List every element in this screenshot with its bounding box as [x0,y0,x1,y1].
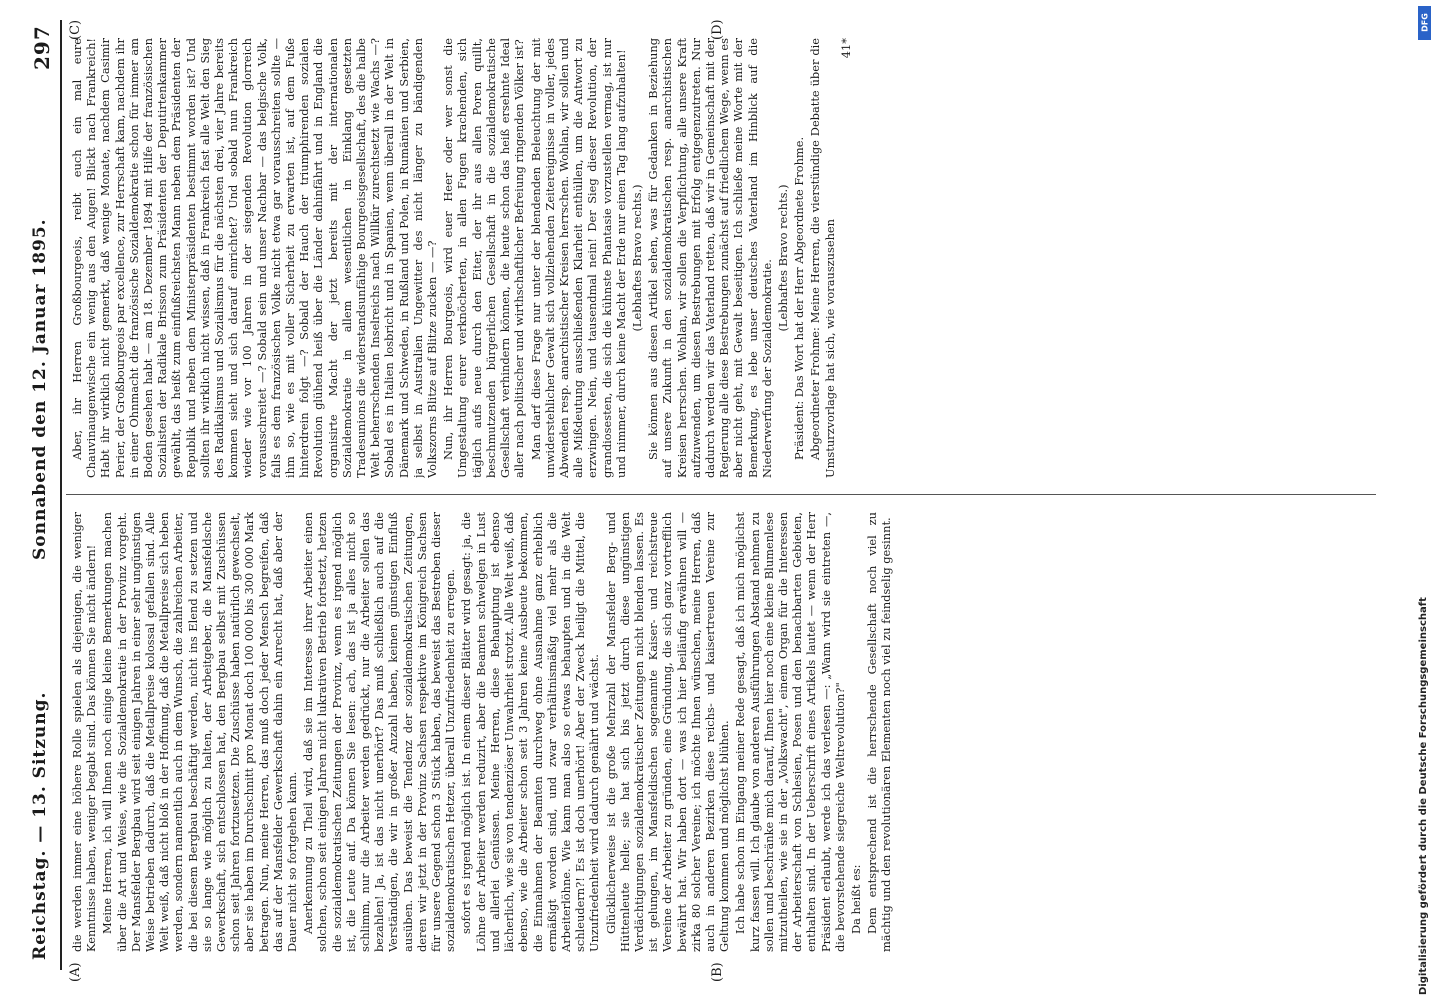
margin-mark-d: (D) [710,19,725,40]
margin-mark-b: (B) [710,962,725,982]
rotated-page-content [10,0,1390,1000]
right-column [70,38,1380,478]
running-header-date: Sonnabend den 12. Januar 1895. [30,218,50,560]
speaker-paragraph: Präsident: Das Wort hat der Herr Abgeordnete Frohme. [792,136,807,460]
column-divider [66,494,1376,495]
digitization-credit: Digitalisierung gefördert durch die Deutsche Forschungsgemeinschaft [1418,597,1429,995]
quote-paragraph: Man darf diese Frage nur unter der blendenden Beleuchtung der mit unwiderstehlicher Gewalt sich vollziehenden Zeitereignisse in voller, jedes Abwenden resp. anarchistischer Kreisen herrschen. Wohlan, wir sollen und alle Mißdeutung ausschließenden Klarheit enthüllen, um die Antwort zu erzwingen. Nein, und tausendmal nein! Der Sieg dieser Revolution, der grandiosesten, die sich die kühnste Phantasie vorzustellen vermag, ist nur und nimmer, durch keine Macht der Erde nur einen Tag lang aufzuhalten! [528,38,628,478]
paragraph: Glücklicherweise ist die große Mehrzahl der Mansfelder Berg- und Hüttenleute helle; sie hat sich bis jetzt durch diese ungünstigen Verdächtigungen sozialdemokratischer Zeitungen nicht blenden lassen. Es ist gelungen, im Mansfeldischen sogenannte Kaiser- und reichstreue Vereine der Arbeiter zu gründen, eine Gründung, die sich ganz vortrefflich bewährt hat. Wir haben dort — was ich hier beiläufig erwähnen will — zirka 80 solcher Vereine; ich möchte Ihnen wünschen, meine Herren, daß auch in anderen Bezirken diese reichs- und kaisertreuen Vereine zur Geltung kommen und möglichst blühen. [603,512,732,952]
dfg-logo-text: DFG [1420,13,1430,32]
running-header-left: Reichstag. — 13. Sitzung. [30,691,50,960]
margin-mark-c: (C) [68,19,83,40]
quote-paragraph: Dem entsprechend ist die herrschende Gesellschaft noch viel zu mächtig und den revolutionären Elementen noch viel zu feindselig gesinnt. [865,512,894,952]
quote-paragraph: Aber, ihr Herren Großbourgeois, reibt euch ein mal eure Chauvinaugenwische ein wenig aus den Augen! Blickt nach Frankreich! Habt ihr wirklich nicht gemerkt, daß wenige Monate, nachdem Casimir Perier, der Großbourgeois par excellence, zur Herrschaft kam, nachdem ihr in einer Ohnmacht die französische Sozialdemokratie schon für immer am Boden gesehen habt — am 18. Dezember 1894 mit Hilfe der französischen Sozialisten der Radikale Brisson zum Präsidenten der Deputirtenkammer gewählt, das heißt zum einflußreichsten Mann neben dem Präsidenten der Republik und neben dem Ministerpräsidenten bestimmt worden ist? Und sollten ihr wirklich nicht wissen, daß in Frankreich fast alle Welt den Sieg des Radikalismus und Sozialismus für die nächsten drei, vier Jahre bereits kommen sieht und sich darauf einrichtet? Und sobald nun Frankreich wieder wie vor 100 Jahren in der siegenden Revolution glorreich vorausschreitet —? Sobald sein und unser Nachbar — das belgische Volk, falls es dem französischen Volke nicht etwa gar vorausschreiten sollte — ihm so, wie es mit voller Sicherheit zu erwarten ist, auf dem Fuße hinterdrein folgt —? Sobald der Hauch der triumphirenden sozialen Revolution glühend heiß über die Länder dahinfährt und in England die organisirte Macht der jetzt bereits mit der internationalen Sozialdemokratie in allem wesentlichen in Einklang gesetzten Tradesunions die widerstandsunfähige Bourgeoisgesellschaft, des die halbe Welt beherrschenden Inselreichs nach Willkür zurechtsetzt wie Wachs —? Sobald es in Italien losbricht und in Spanien, wenn überall in der Welt in Dänemark und Schweden, in Rußland und Polen, in Rumänien und Serbien, ja selbst in Australien Ungewitter des nicht länger zu bändigenden Volkszorns Blitze auf Blitze zucken — —? [70,38,440,478]
signature-mark: 41* [838,38,853,59]
paragraph: Meine Herren, ich will Ihnen noch einige kleine Bemerkungen machen über die Art und Weise, wie die Sozialdemokratie in der Provinz vorgeht. Der Mansfelder Bergbau wird seit einigen Jahren in einer sehr ungünstigen Weise betrieben dadurch, daß die Metallpreise kolossal gefallen sind. Alle Welt weiß, daß nicht bloß in der Hoffnung, daß die Metallpreise sich heben werden, sondern namentlich auch in dem Wunsch, die zahlreichen Arbeiter, die bei diesem Bergbau beschäftigt werden, nicht ins Elend zu setzen und sie so lange wie möglich zu halten, der Arbeitgeber, die Mansfeldsche Gewerkschaft, sich entschlossen hat, den Bergbau selbst mit Zuschüssen schon seit Jahren fortzusetzen. Die Zuschüsse haben natürlich gewechselt, aber sie haben im Durchschnitt pro Monat doch 100 000 bis 300 000 Mark betragen. Nun, meine Herren, das muß doch jeder Mensch begreifen, daß das auf der Mansfelder Gewerkschaft dahin ein Anrecht hat, daß aber der Dauer nicht so fortgehen kann. [100,512,300,952]
speaker-paragraph: Abgeordneter Frohme: Meine Herren, die vierstündige Debatte über die Umsturzvorlage hat sich, wie vorauszusehen [808,38,837,478]
paragraph: Sie können aus diesen Artikel sehen, was für Gedanken in Beziehung auf unsere Zukunft in den sozialdemokratischen resp. anarchistischen Kreisen herrschen. Wohlan, wir sollen die Verpflichtung, alle unsere Kraft aufzuwenden, um diesen Bestrebungen mit Erfolg entgegenzutreten. Nur dadurch werden wir das Vaterland retten, daß wir in Gemeinschaft mit der Regierung alle diese Bestrebungen zunächst auf friedlichem Wege, wenn es aber nicht geht, mit Gewalt beseitigen. Ich schließe meine Worte mit der Bemerkung, es lebe unser deutsches Vaterland im Hinblick auf die Niederwerfung der Sozialdemokratie. [646,38,774,478]
paragraph: Da heißt es: [848,864,863,934]
quote-paragraph: Nun, ihr Herren Bourgeois, wird euer Heer oder wer sonst die Umgestaltung eurer verknöcherten, in allen Fugen krachenden, sich täglich aufs neue durch den Eiter, der ihr aus allen Poren quillt, beschmutzenden bürgerlichen Gesellschaft in die sozialdemokratische Gesellschaft verhindern können, die heute schon das heiß ersehnte Ideal aller nach politischer und wirthschaftlicher Befreiung ringenden Völker ist? [441,38,527,478]
paragraph: sofort es irgend möglich ist. In einem dieser Blätter wird gesagt: ja, die Löhne der Arbeiter werden reduzirt, aber die Beamten schwelgen in Lust und allerlei Genüssen. Meine Herren, diese Behauptung ist ebenso lächerlich, wie sie von tendenziöser Unwahrheit strotzt. Alle Welt weiß, daß ebenso, wie die Arbeiter schon seit 3 Jahren keine Ausbeute bekommen, die Einnahmen der Beamten durchweg ohne Ausnahme ganz erheblich ermäßigt worden sind, und zwar verhältnismäßig viel mehr als die Arbeiterlöhne. Wie kann man also so etwas behaupten und in die Welt schleudern?! Es ist doch unerhört! Aber der Zweck heiligt die Mittel, die Unzufriedenheit wird dadurch genährt und wächst. [459,512,602,952]
paragraph: Anerkennung zu Theil wird, daß sie im Interesse ihrer Arbeiter einen solchen, schon seit einigen Jahren nicht lukrativen Betrieb fortsetzt, hetzen die sozialdemokratischen Zeitungen der Provinz, wenn es irgend möglich ist, die Leute auf. Da können Sie lesen: ach, das ist ja alles nicht so schlimm, nur die Arbeiter werden gedrückt, nur die Arbeiter sollen das bezahlen! Ja, ist das nicht unerhört? Das muß schließlich auch auf die Verständigen, die wir in großer Anzahl haben, keinen günstigen Einfluß ausüben. Das beweist die Tendenz der sozialdemokratischen Zeitungen, deren wir jetzt in der Provinz Sachsen respektive im Königreich Sachsen für unsere Gegend schon 3 Stück haben, das beweist das Bestreben dieser sozialdemokratischen Hetzer, überall Unzufriedenheit zu erregen. [301,512,458,952]
paragraph: die werden immer eine höhere Rolle spielen als diejenigen, die weniger Kenntnisse haben, weniger begabt sind. Das können Sie nicht ändern! [70,512,99,952]
paragraph: Ich habe schon im Eingang meiner Rede gesagt, daß ich mich möglichst kurz fassen will. Ich glaube von anderen Ausführungen Abstand nehmen zu sollen und beschränke mich darauf, Ihnen hier noch eine kleine Blumenlese mitzutheilen, wie sie in der „Volkswacht", einem Organ für die Interessen der Arbeiterschaft von Schlesien, Posen und den benachbarten Gebieten, enthalten sind. In der Ueberschrift eines Artikels lautet — wenn der Herr Präsident erlaubt, werde ich das verlesen —: „Wann wird sie eintreten —, die bevorstehende siegreiche Weltrevolution?" [733,512,847,952]
interjection: (Lebhaftes Bravo rechts.) [775,184,790,332]
header-rule [60,20,62,970]
left-column [70,512,1380,952]
dfg-logo [1418,6,1431,40]
digitization-credit-strip [1416,0,1432,1000]
interjection: (Lebhaftes Bravo rechts.) [629,184,644,332]
margin-mark-a: (A) [68,962,83,982]
page-number: 297 [30,25,54,70]
